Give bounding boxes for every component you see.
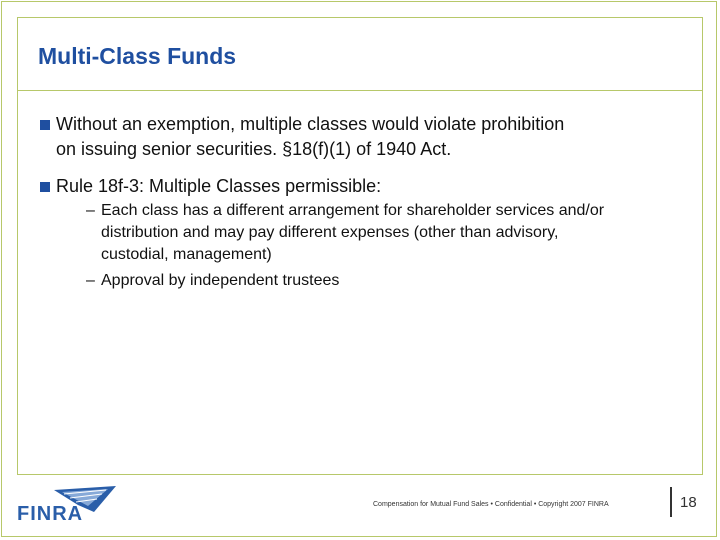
bullet-item — [40, 174, 700, 200]
bullet-square-icon — [40, 182, 50, 192]
page-number: 18 — [680, 494, 697, 511]
bullet-line: on issuing senior securities. §18(f)(1) of 1940 Act. — [56, 139, 452, 159]
finra-logo — [16, 486, 120, 524]
bullet-line: Without an exemption, multiple classes would violate prohibition — [56, 114, 565, 134]
sub-bullet-item — [86, 200, 686, 268]
slide-title: Multi-Class Funds — [38, 43, 237, 69]
sub-bullet-line: Approval by independent trustees — [101, 272, 340, 289]
dash-icon: – — [86, 272, 95, 289]
bullet-line: Rule 18f-3: Multiple Classes permissible: — [56, 176, 382, 196]
sub-bullet-line: custodial, management) — [101, 246, 272, 263]
sub-bullet-item — [86, 270, 686, 292]
sub-bullet-line: distribution and may pay different expenses (other than advisory, — [101, 224, 559, 241]
bullet-square-icon — [40, 120, 50, 130]
title-divider — [17, 90, 703, 91]
dash-icon: – — [86, 202, 95, 219]
bullet-item — [40, 112, 700, 164]
footer-text: Compensation for Mutual Fund Sales • Confidential • Copyright 2007 FINRA — [373, 501, 609, 508]
sub-bullet-line: Each class has a different arrangement for shareholder services and/or — [101, 202, 605, 219]
bullet-text — [56, 112, 564, 162]
bullet-text — [56, 174, 381, 199]
sub-bullet-text — [101, 270, 339, 292]
sub-bullet-text — [101, 200, 604, 266]
footer-divider — [670, 487, 672, 517]
logo-wordmark: FINRA — [17, 503, 84, 524]
